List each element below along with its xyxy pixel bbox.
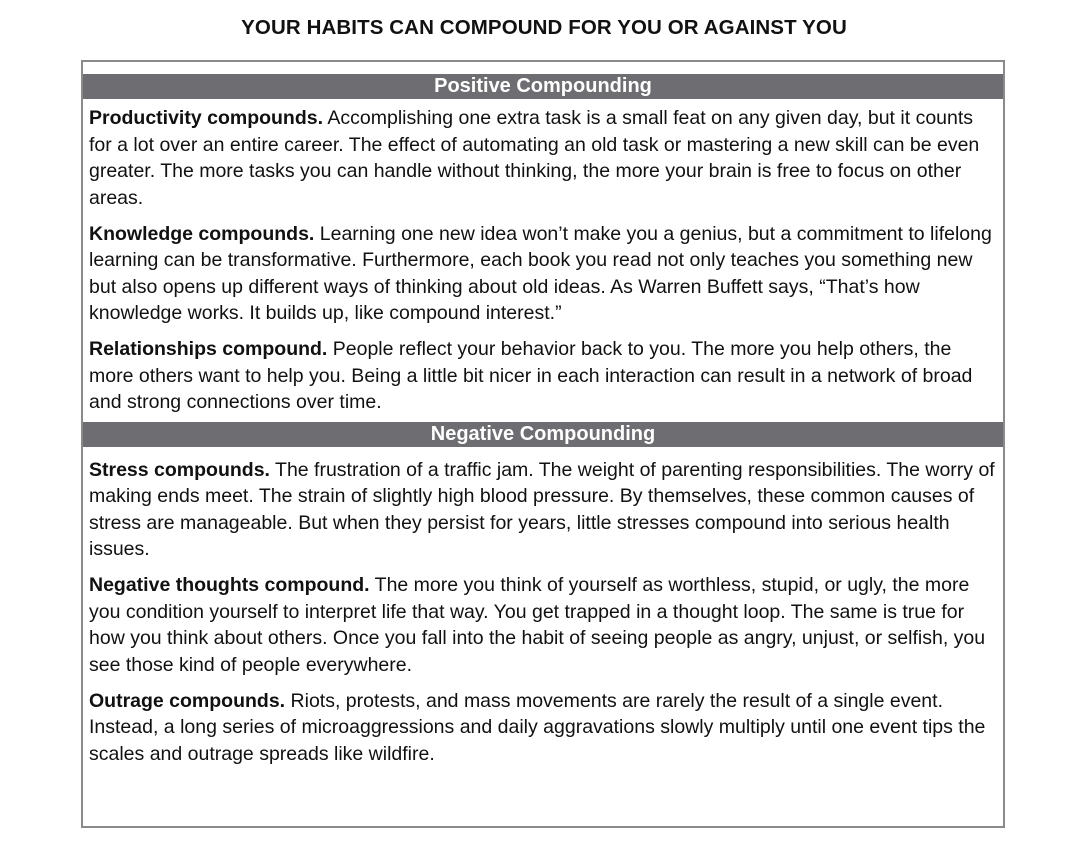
paragraph-text: The more you think of yourself as worthless, stupid, or ugly, the more you condition yourself to interpret life that way. You get trapped in a thought loop. The same is true for how you think about others. Once you fall into the habit of seeing people as angry, unjust, or selfish, you see those kind of people everywhere. [89, 574, 986, 676]
paragraph-lead: Relationships compound. [89, 338, 328, 360]
paragraph-knowledge [89, 221, 995, 327]
habits-table [81, 60, 1005, 828]
paragraph-text: Learning one new idea won’t make you a genius, but a commitment to lifelong learning can be transformative. Furthermore, each book you read not only teaches you something new but also opens up different ways of thinking about old ideas. As Warren Buffett says, “That’s how knowledge works. It builds up, like compound interest.” [89, 222, 992, 324]
paragraph-lead: Outrage compounds. [89, 689, 286, 712]
page-title: YOUR HABITS CAN COMPOUND FOR YOU OR AGAINST YOU [241, 16, 847, 39]
paragraph-text: The frustration of a traffic jam. The weight of parenting responsibilities. The worry of making ends meet. The strain of slightly high blood pressure. By themselves, these common causes of stress are manageable. But when they persist for years, little stresses compound into serious health issues. [89, 458, 995, 560]
paragraph-stress [89, 457, 995, 563]
section-body-positive [83, 99, 1003, 422]
paragraph-relationships [89, 336, 995, 416]
paragraph-text: Riots, protests, and mass movements are rarely the result of a single event. Instead, a long series of microaggressions and daily aggravations slowly multiply until one event tips the scales and outrage spreads like wildfire. [89, 689, 986, 765]
paragraph-negative-thoughts [89, 572, 995, 678]
paragraph-productivity [89, 105, 995, 211]
paragraph-lead: Productivity compounds. [89, 107, 324, 129]
paragraph-lead: Knowledge compounds. [89, 222, 315, 245]
paragraph-lead: Stress compounds. [89, 458, 270, 481]
section-header-negative: Negative Compounding [83, 422, 1003, 447]
section-header-positive: Positive Compounding [83, 74, 1003, 99]
paragraph-outrage [89, 688, 995, 768]
section-body-negative [83, 447, 1003, 774]
paragraph-text: People reflect your behavior back to you. The more you help others, the more others want to help you. Being a little bit nicer in each interaction can result in a network of broad and strong connections over time. [89, 338, 973, 413]
paragraph-lead: Negative thoughts compound. [89, 574, 370, 596]
paragraph-text: Accomplishing one extra task is a small feat on any given day, but it counts for a lot over an entire career. The effect of automating an old task or mastering a new skill can be even greater. The more tasks you can handle without thinking, the more your brain is free to focus on other areas. [89, 107, 980, 209]
